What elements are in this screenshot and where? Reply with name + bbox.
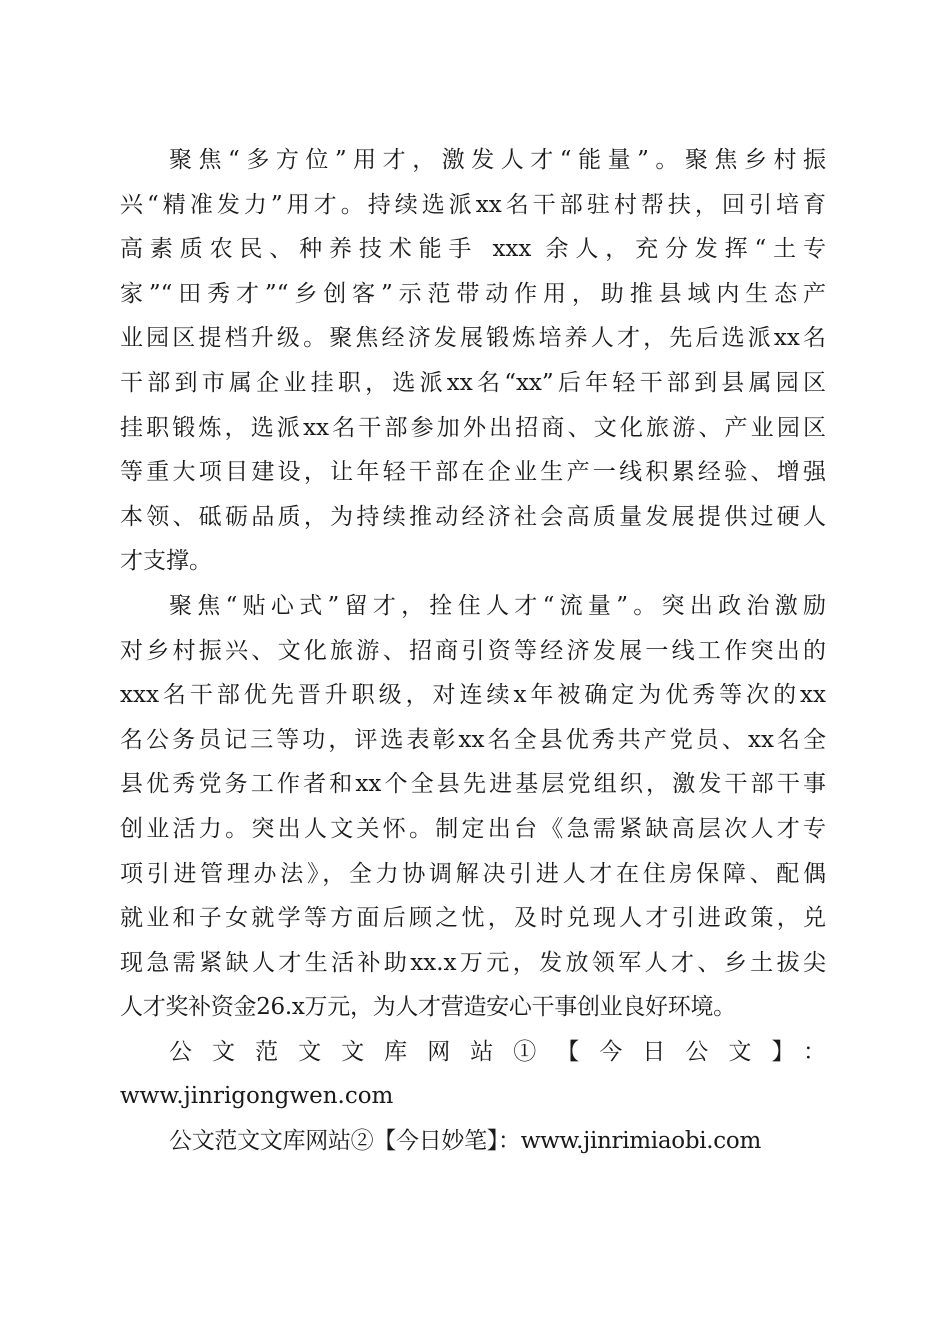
text-line: 等重大项目建设，让年轻干部在企业生产一线积累经验、增强	[120, 459, 826, 486]
document-page	[120, 138, 826, 1164]
text-line: 就业和子女就学等方面后顾之忧，及时兑现人才引进政策，兑	[120, 905, 826, 932]
text-line: 本领、砥砺品质，为持续推动经济社会高质量发展提供过硬人	[120, 503, 826, 530]
text-line: 高素质农民、种养技术能手 xxx 余人，充分发挥“土专	[120, 236, 826, 263]
paragraph-talent-retention	[120, 584, 826, 1030]
website-link-1	[120, 1030, 826, 1119]
text-line: 现急需紧缺人才生活补助xx.x万元，发放领军人才、乡土拔尖	[120, 949, 826, 976]
text-line: 对乡村振兴、文化旅游、招商引资等经济发展一线工作突出的	[120, 637, 826, 664]
text-line: 聚焦“多方位”用才，激发人才“能量”。聚焦乡村振	[169, 147, 826, 173]
text-line: 公文范文文库网站①【今日公文】：	[169, 1038, 826, 1065]
website-url[interactable]: www.jinrigongwen.com	[120, 1083, 394, 1110]
text-line[interactable]: 公文范文文库网站②【今日妙笔】：www.jinrimiaobi.com	[169, 1128, 761, 1155]
text-line: 人才奖补资金26.x万元，为人才营造安心干事创业良好环境。	[120, 994, 736, 1021]
text-line: 创业活力。突出人文关怀。制定出台《急需紧缺高层次人才专	[120, 815, 826, 842]
text-line: 才支撑。	[120, 548, 212, 575]
text-line: 项引进管理办法》，全力协调解决引进人才在住房保障、配偶	[120, 860, 826, 887]
text-line: 县优秀党务工作者和xx个全县先进基层党组织，激发干部干事	[120, 771, 826, 798]
text-line: 聚焦“贴心式”留才，拴住人才“流量”。突出政治激励	[169, 592, 826, 619]
paragraph-talent-use	[120, 138, 826, 584]
text-line: 挂职锻炼，选派xx名干部参加外出招商、文化旅游、产业园区	[120, 414, 826, 441]
text-line: xxx名干部优先晋升职级，对连续x年被确定为优秀等次的xx	[120, 682, 826, 709]
text-line: 业园区提档升级。聚焦经济发展锻炼培养人才，先后选派xx名	[120, 325, 826, 352]
text-line: 干部到市属企业挂职，选派xx名“xx”后年轻干部到县属园区	[120, 369, 826, 396]
text-line: 兴“精准发力”用才。持续选派xx名干部驻村帮扶，回引培育	[120, 191, 826, 218]
text-line: 名公务员记三等功，评选表彰xx名全县优秀共产党员、xx名全	[120, 726, 826, 753]
text-line: 家”“田秀才”“乡创客”示范带动作用，助推县域内生态产	[120, 280, 826, 307]
website-link-2	[120, 1119, 826, 1164]
